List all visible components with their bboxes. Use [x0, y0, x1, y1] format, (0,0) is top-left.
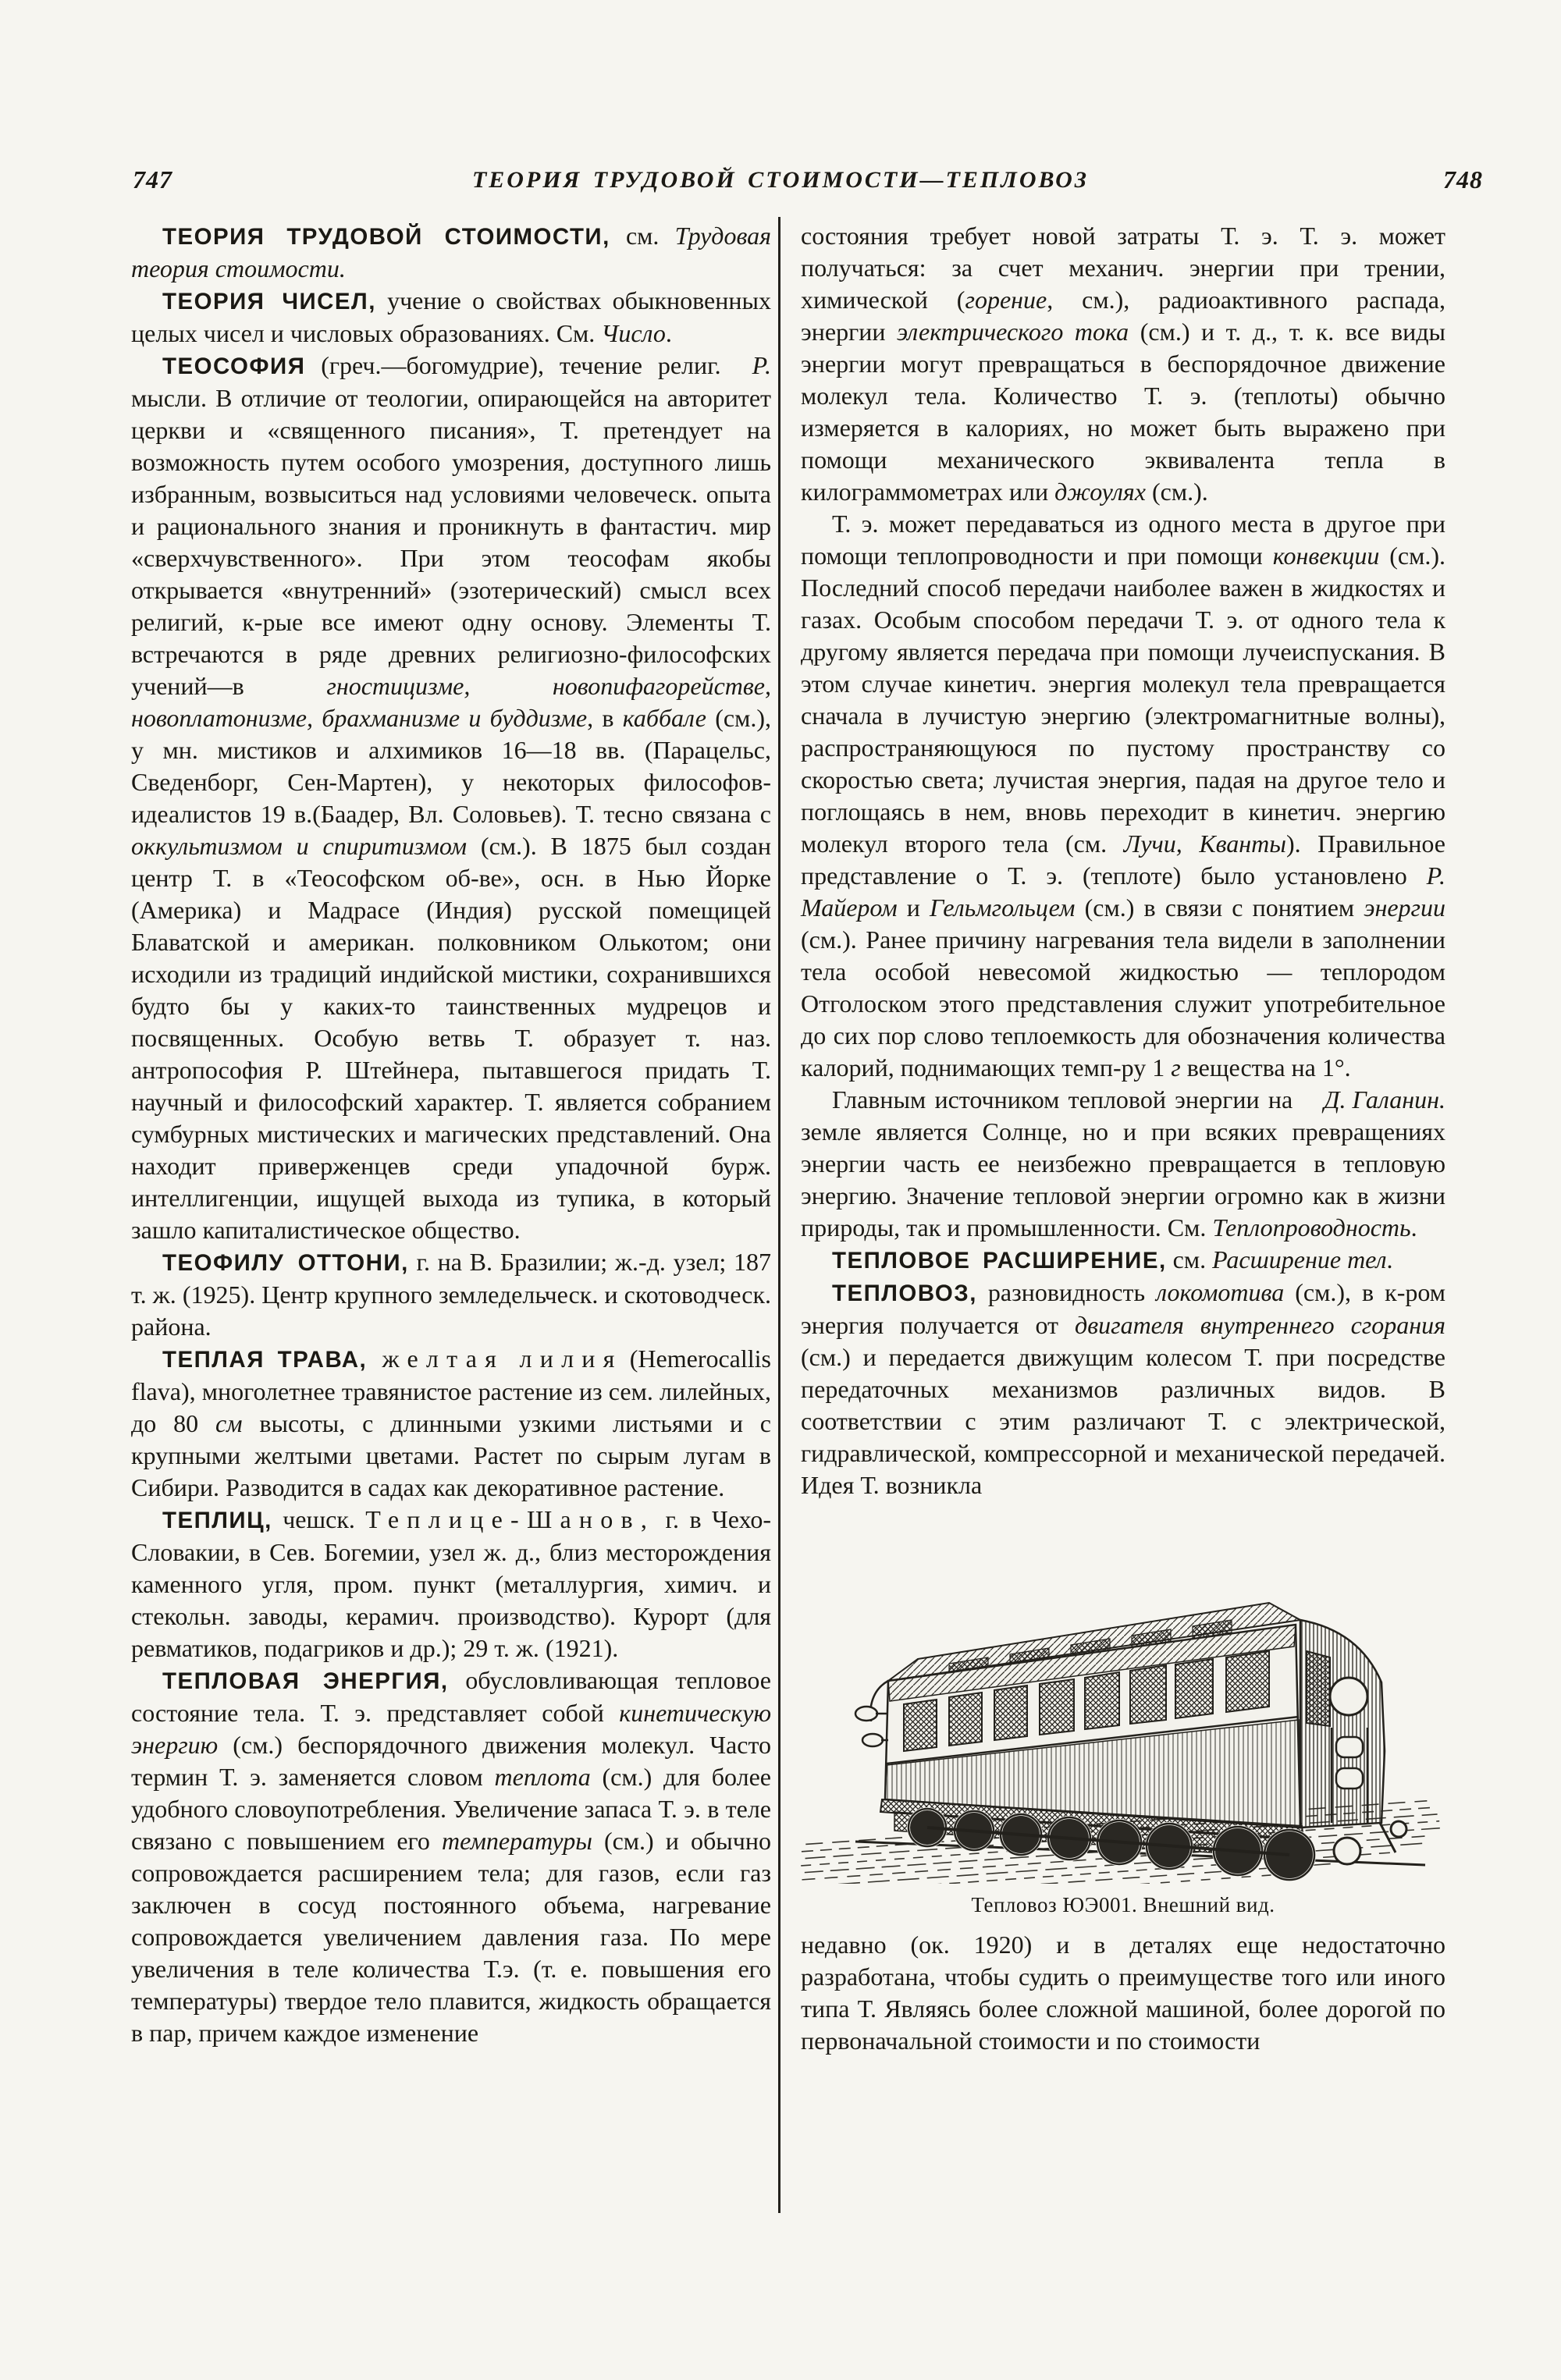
text-run: Лучи, Кванты	[1123, 829, 1286, 858]
text-run: см	[215, 1409, 243, 1437]
text-run: (см.) в связи с понятием	[1075, 893, 1364, 922]
text-run: г. в Чехо-Словакии, в Сев. Богемии, узел ж. д., близ месторождения каменного угля, пром. пункт (металлургия, химич. и стекольн. заводы, керамич. производство). Курорт (для ревматиков, подагриков и др.); 29 т. ж. (1921).	[131, 1505, 772, 1662]
right-column-text-top	[801, 220, 1445, 1501]
text-run: энергии	[1364, 893, 1445, 922]
text-run: (см.).	[1146, 478, 1208, 506]
author-signature: Д. Галанин.	[1324, 1085, 1445, 1114]
text-run: см.	[610, 222, 675, 250]
entry-headword: ТЕПЛОВАЯ ЭНЕРГИЯ,	[162, 1668, 449, 1694]
text-run: .	[1410, 1213, 1417, 1242]
text-run: Главным источником тепловой энергии на земле является Солнце, но и при всяких превращениях энергии часть ее неизбежно превращается в тепловую энергию. Значение тепловой энергии огромно как в жизни природы, так и промышленности. См.	[801, 1085, 1445, 1242]
text-run: температуры	[441, 1827, 592, 1855]
text-run: и	[897, 893, 930, 922]
text-run: теплота	[494, 1763, 591, 1791]
entry-paragraph	[131, 285, 771, 350]
entry-paragraph	[131, 1504, 771, 1664]
right-column	[801, 220, 1445, 2057]
text-run: вещества на 1°.	[1180, 1053, 1351, 1082]
page-number-left: 747	[133, 165, 172, 194]
entry-paragraph	[801, 508, 1445, 1084]
rear-buffers	[855, 1707, 888, 1746]
text-run: конвекции	[1272, 542, 1380, 570]
text-run: желтая лилия	[367, 1345, 623, 1373]
text-run: состояния требует новой затраты Т. э. Т. э. может получаться: за счет механич. энергии при трении, химической (	[801, 222, 1445, 314]
text-run: гностицизме, новопифагорействе, новоплатонизме, брахманизме и буддизме	[131, 672, 772, 732]
text-run: горение	[965, 286, 1047, 314]
text-run: Р. Майером	[801, 861, 1445, 922]
text-run: кинетическую энергию	[131, 1699, 771, 1759]
text-run: (см.) беспорядочного движения молекул. Часто термин Т. э. заменяется словом	[131, 1731, 771, 1791]
entry-headword: ТЕОФИЛУ ОТТОНИ,	[162, 1250, 409, 1276]
text-run: джоулях	[1054, 478, 1146, 506]
author-signature: Р.	[752, 351, 771, 379]
entry-paragraph	[131, 220, 771, 285]
text-run: (см.) для более удобного словоупотребления. Увеличение запаса Т. э. в теле связано с повышением его	[131, 1763, 771, 1855]
text-run: ). Правильное представление о Т. э. (теплоте) было установлено	[801, 829, 1445, 890]
text-run: см.	[1166, 1245, 1213, 1273]
text-run: г. на В. Бразилии; ж.-д. узел; 187 т. ж. (1925). Центр крупного земледельческ. и скотоводческ. района.	[131, 1248, 771, 1341]
text-run: (см.) и передается движущим колесом Т. при посредстве передаточных механизмов различных видов. В соответствии с этим различают Т. с электрической, гидравлической, компрессорной и механической передачей. Идея Т. возникла	[801, 1343, 1445, 1499]
entry-paragraph	[801, 1277, 1445, 1501]
entry-headword: ТЕПЛИЦ,	[162, 1508, 272, 1533]
entry-paragraph	[131, 350, 771, 1246]
text-run: локомотива	[1156, 1278, 1285, 1306]
text-run: (см.). Последний способ передачи наиболее важен в жидкостях и газах. Особым способом передачи Т. э. от одного тела к другому является передача при помощи лучеиспускания. В этом случае кинетич. энергия молекул тела превращается сначала в лучистую энергию (электромагнитные волны), распространяющуюся по пустому пространству со скоростью света; лучистая энергия, падая на другое тело и поглощаясь в нем, вновь переходит в кинетич. энергию молекул второго тела (см.	[801, 542, 1446, 858]
cab-window	[1307, 1651, 1330, 1726]
front-porthole	[1330, 1678, 1367, 1715]
entry-headword: ТЕОСОФИЯ	[162, 353, 306, 379]
entry-paragraph	[131, 1246, 771, 1343]
text-run: (см.), у мн. мистиков и алхимиков 16—18 вв. (Парацельс, Сведенборг, Сен-Мартен), у некоторых философов-идеалистов 19 в.(Баадер, Вл. Соловьев). Т. тесно связана с	[131, 704, 772, 828]
text-run: каббале	[622, 704, 706, 732]
text-run: учение о свойствах обыкновенных целых чисел и числовых образованиях. См.	[131, 286, 772, 347]
entry-paragraph	[801, 1244, 1445, 1277]
text-run: высоты, с длинными узкими листьями и с крупными желтыми цветами. Растет по сырым лугам в Сибири. Разводится в садах как декоративное растение.	[131, 1409, 772, 1501]
entry-headword: ТЕОРИЯ ТРУДОВОЙ СТОИМОСТИ,	[162, 224, 610, 250]
locomotive-illustration	[801, 1517, 1445, 1884]
entry-headword: ТЕПЛОВОЗ,	[832, 1281, 977, 1306]
entry-paragraph	[131, 1343, 771, 1504]
text-run: обусловливающая тепловое состояние тела. Т. э. представляет собой	[131, 1666, 771, 1727]
text-run: (см.) и обычно сопровождается расширением тела; для газов, если газ заключен в сосуд постоянного объема, нагревание сопровождается увеличением давления газа. По мере увеличения в теле количества Т.э. (т. е. повышения его температуры) твердое тело плавится, жидкость обращается в пар, причем каждое изменение	[131, 1827, 772, 2047]
figure-caption: Тепловоз ЮЭ001. Внешний вид.	[971, 1893, 1275, 1916]
left-column	[131, 220, 771, 2049]
front-truck-wheel	[1334, 1838, 1360, 1864]
text-run: , см.), радиоактивного распада, энергии	[801, 286, 1446, 346]
entry-headword: ТЕОРИЯ ЧИСЕЛ,	[162, 289, 376, 314]
right-column-text-bottom	[801, 1929, 1445, 2057]
text-run: (см.). В 1875 был создан центр Т. в «Теософском об-ве», осн. в Нью Йорке (Америка) и Мадрасе (Индия) русской помещицей Блаватской и американ. полковником Олькотом; они исходили из традиций индийской мистики, сохранившихся будто бы у каких-то таинственных мудрецов и посвященных. Особую ветвь Т. образует т. наз. антропософия Р. Штейнера, пытавшегося придать Т. научный и философский характер. Т. является собранием сумбурных мистических и магических представлений. Она находит приверженцев среди упадочной бурж. интеллигенции, ищущей выхода из тупика, в который зашло капиталистическое общество.	[131, 832, 772, 1244]
entry-paragraph	[801, 1929, 1445, 2057]
text-run: г	[1171, 1053, 1181, 1082]
text-run: Число	[601, 319, 666, 347]
text-run: , в	[587, 704, 623, 732]
text-run: .	[1386, 1245, 1393, 1273]
text-run: Теплопроводность	[1212, 1213, 1411, 1242]
text-run: Т. э. может передаваться из одного места в другое при помощи теплопроводности и при помощи	[801, 510, 1445, 570]
entry-paragraph	[801, 1084, 1445, 1244]
text-run: двигателя внутреннего сгорания	[1075, 1311, 1446, 1339]
text-run: .	[665, 319, 672, 347]
text-run: (см.) и т. д., т. к. все виды энергии могут превращаться в беспорядочное движение молекул тела. Количество Т. э. (теплоты) обычно измеряется в калориях, но может быть выражено при помощи механического эквивалента тепла в килограммометрах или	[801, 318, 1446, 506]
text-run: Теплице-Шанов,	[365, 1505, 656, 1533]
text-run: (Hemerocallis flava), многолетнее травянистое растение из сем. лилейных, до 80	[131, 1345, 772, 1437]
text-run: чешск.	[272, 1505, 366, 1533]
text-run: Расширение тел	[1212, 1245, 1387, 1273]
entry-headword: ТЕПЛОВОЕ РАСШИРЕНИЕ,	[832, 1248, 1167, 1273]
text-run: (см.). Ранее причину нагревания тела видели в заполнении тела особой невесомой жидкостью — теплородом Отголоском этого представления служит употребительное до сих пор слово теплоемкость для обозначения количества калорий, поднимающих темп-ру 1	[801, 925, 1445, 1082]
locomotive-figure	[801, 1517, 1445, 1918]
column-divider-rule	[778, 217, 780, 2213]
entry-paragraph	[801, 220, 1445, 508]
text-run: Трудовая теория стоимости.	[131, 222, 771, 282]
entry-paragraph	[131, 1664, 771, 2049]
running-title: ТЕОРИЯ ТРУДОВОЙ СТОИМОСТИ—ТЕПЛОВОЗ	[471, 167, 1090, 193]
text-run: электрического тока	[896, 318, 1129, 346]
text-run: разновидность	[976, 1278, 1157, 1306]
front-coupler	[1391, 1821, 1406, 1837]
text-run: оккультизмом и спиритизмом	[131, 832, 468, 860]
text-run: (греч.—богомудрие), течение религ. мысли. В отличие от теологии, опирающейся на авторитет церкви и «священного писания», Т. претендует на возможность путем особого умозрения, доступного лишь избранным, возвыситься над условиями человеческ. опыта и рационального знания и проникнуть в фантастич. мир «сверхчувственного». При этом теософам якобы открывается «внутренний» (эзотерический) смысл всех религий, к-рые все имеют одну основу. Элементы Т. встречаются в ряде древних религиозно-философских учений—в	[131, 351, 771, 700]
text-run: недавно (ок. 1920) и в деталях еще недостаточно разработана, чтобы судить о преимуществе того или иного типа Т. Являясь более сложной машиной, более дорогой по первоначальной стоимости и по стоимости	[801, 1931, 1445, 2055]
text-run: (см.), в к-ром энергия получается от	[801, 1278, 1446, 1339]
page-number-right: 748	[1443, 165, 1483, 194]
entry-headword: ТЕПЛАЯ ТРАВА,	[162, 1347, 368, 1373]
text-run: Гельмгольцем	[930, 893, 1076, 922]
